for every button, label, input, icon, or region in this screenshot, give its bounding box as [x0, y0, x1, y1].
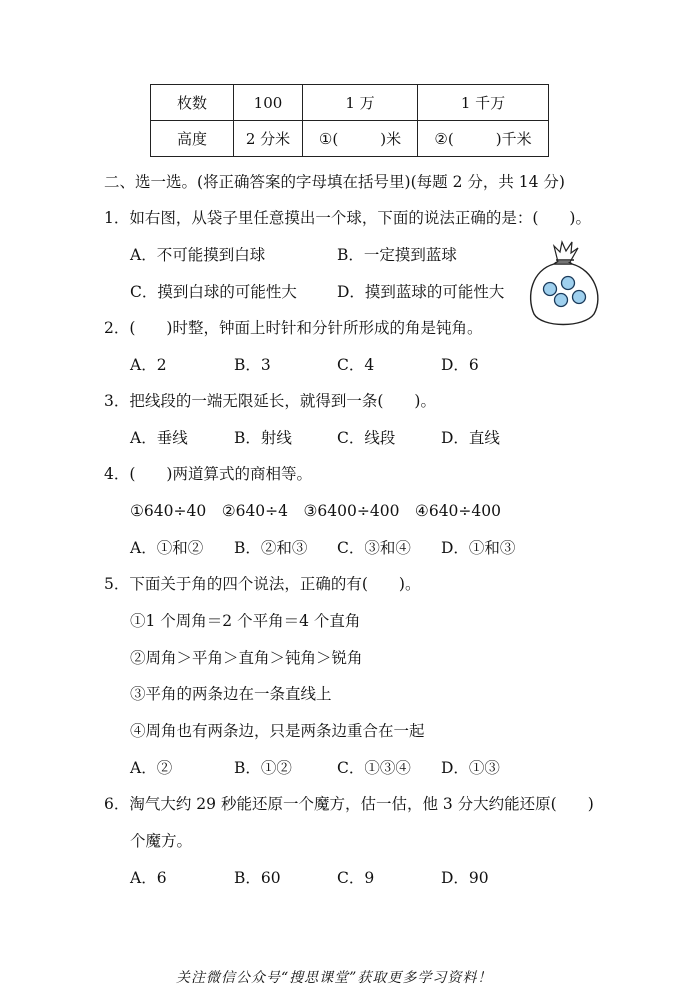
option[interactable]: C．线段: [337, 429, 396, 447]
question-stem: 6．淘气大约 29 秒能还原一个魔方，估一估，他 3 分大约能还原( ): [104, 795, 594, 813]
option[interactable]: C．4: [337, 356, 375, 374]
statement: ④周角也有两条边，只是两条边重合在一起: [130, 722, 425, 740]
blank-label: ②(: [434, 130, 454, 148]
table-row: [151, 85, 549, 121]
option[interactable]: A．①和②: [130, 539, 204, 557]
fill-blank-cell[interactable]: [418, 121, 549, 157]
option[interactable]: B．60: [234, 869, 281, 887]
option[interactable]: D．6: [441, 356, 479, 374]
ball-icon: [573, 291, 586, 304]
option[interactable]: C．摸到白球的可能性大: [130, 283, 297, 301]
option[interactable]: B．3: [234, 356, 271, 374]
table-cell: 枚数: [151, 85, 234, 121]
table-row: [151, 121, 549, 157]
question-stem: 1．如右图，从袋子里任意摸出一个球，下面的说法正确的是：( )。: [104, 209, 591, 227]
option[interactable]: B．①②: [234, 759, 292, 777]
question-stem: 2．( )时整，钟面上时针和分针所形成的角是钝角。: [104, 319, 483, 337]
option[interactable]: D．摸到蓝球的可能性大: [337, 283, 505, 301]
height-table: [150, 84, 549, 157]
table-cell: 2 分米: [234, 121, 303, 157]
statement: ①1 个周角＝2 个平角＝4 个直角: [130, 612, 361, 630]
option[interactable]: A．垂线: [130, 429, 188, 447]
ball-icon: [555, 294, 568, 307]
question-stem: 3．把线段的一端无限延长，就得到一条( )。: [104, 392, 436, 410]
question-stem: 5．下面关于角的四个说法，正确的有( )。: [104, 575, 421, 593]
option[interactable]: A．2: [130, 356, 167, 374]
option[interactable]: A．不可能摸到白球: [130, 246, 266, 264]
blank-label: ①(: [318, 130, 339, 148]
table-cell: 1 万: [303, 85, 418, 121]
table-cell: 高度: [151, 121, 234, 157]
option[interactable]: C．①③④: [337, 759, 411, 777]
expression-list: ①640÷40 ②640÷4 ③6400÷400 ④640÷400: [130, 502, 501, 520]
footer-note: 关注微信公众号“搜思课堂”获取更多学习资料！: [176, 970, 493, 986]
question-stem-continued: 个魔方。: [130, 832, 193, 850]
option[interactable]: D．①和③: [441, 539, 516, 557]
fill-blank-cell[interactable]: [303, 121, 418, 157]
ball-bag-illustration: [524, 236, 602, 328]
option[interactable]: B．②和③: [234, 539, 308, 557]
option[interactable]: A．②: [130, 759, 173, 777]
blank-unit: )米: [380, 130, 402, 148]
option[interactable]: B．一定摸到蓝球: [337, 246, 457, 264]
question-stem: 4．( )两道算式的商相等。: [104, 465, 312, 483]
statement: ②周角＞平角＞直角＞钝角＞锐角: [130, 649, 363, 667]
option[interactable]: C．③和④: [337, 539, 411, 557]
option[interactable]: C．9: [337, 869, 375, 887]
option[interactable]: D．直线: [441, 429, 500, 447]
ball-icon: [562, 277, 575, 290]
option[interactable]: A．6: [130, 869, 167, 887]
blank-unit: )千米: [495, 130, 532, 148]
option[interactable]: D．①③: [441, 759, 500, 777]
section-title: 二、选一选。(将正确答案的字母填在括号里)(每题 2 分，共 14 分): [104, 173, 565, 191]
ball-icon: [544, 283, 557, 296]
option[interactable]: D．90: [441, 869, 489, 887]
table-cell: 1 千万: [418, 85, 549, 121]
option[interactable]: B．射线: [234, 429, 292, 447]
statement: ③平角的两条边在一条直线上: [130, 685, 332, 703]
table-cell: 100: [234, 85, 303, 121]
